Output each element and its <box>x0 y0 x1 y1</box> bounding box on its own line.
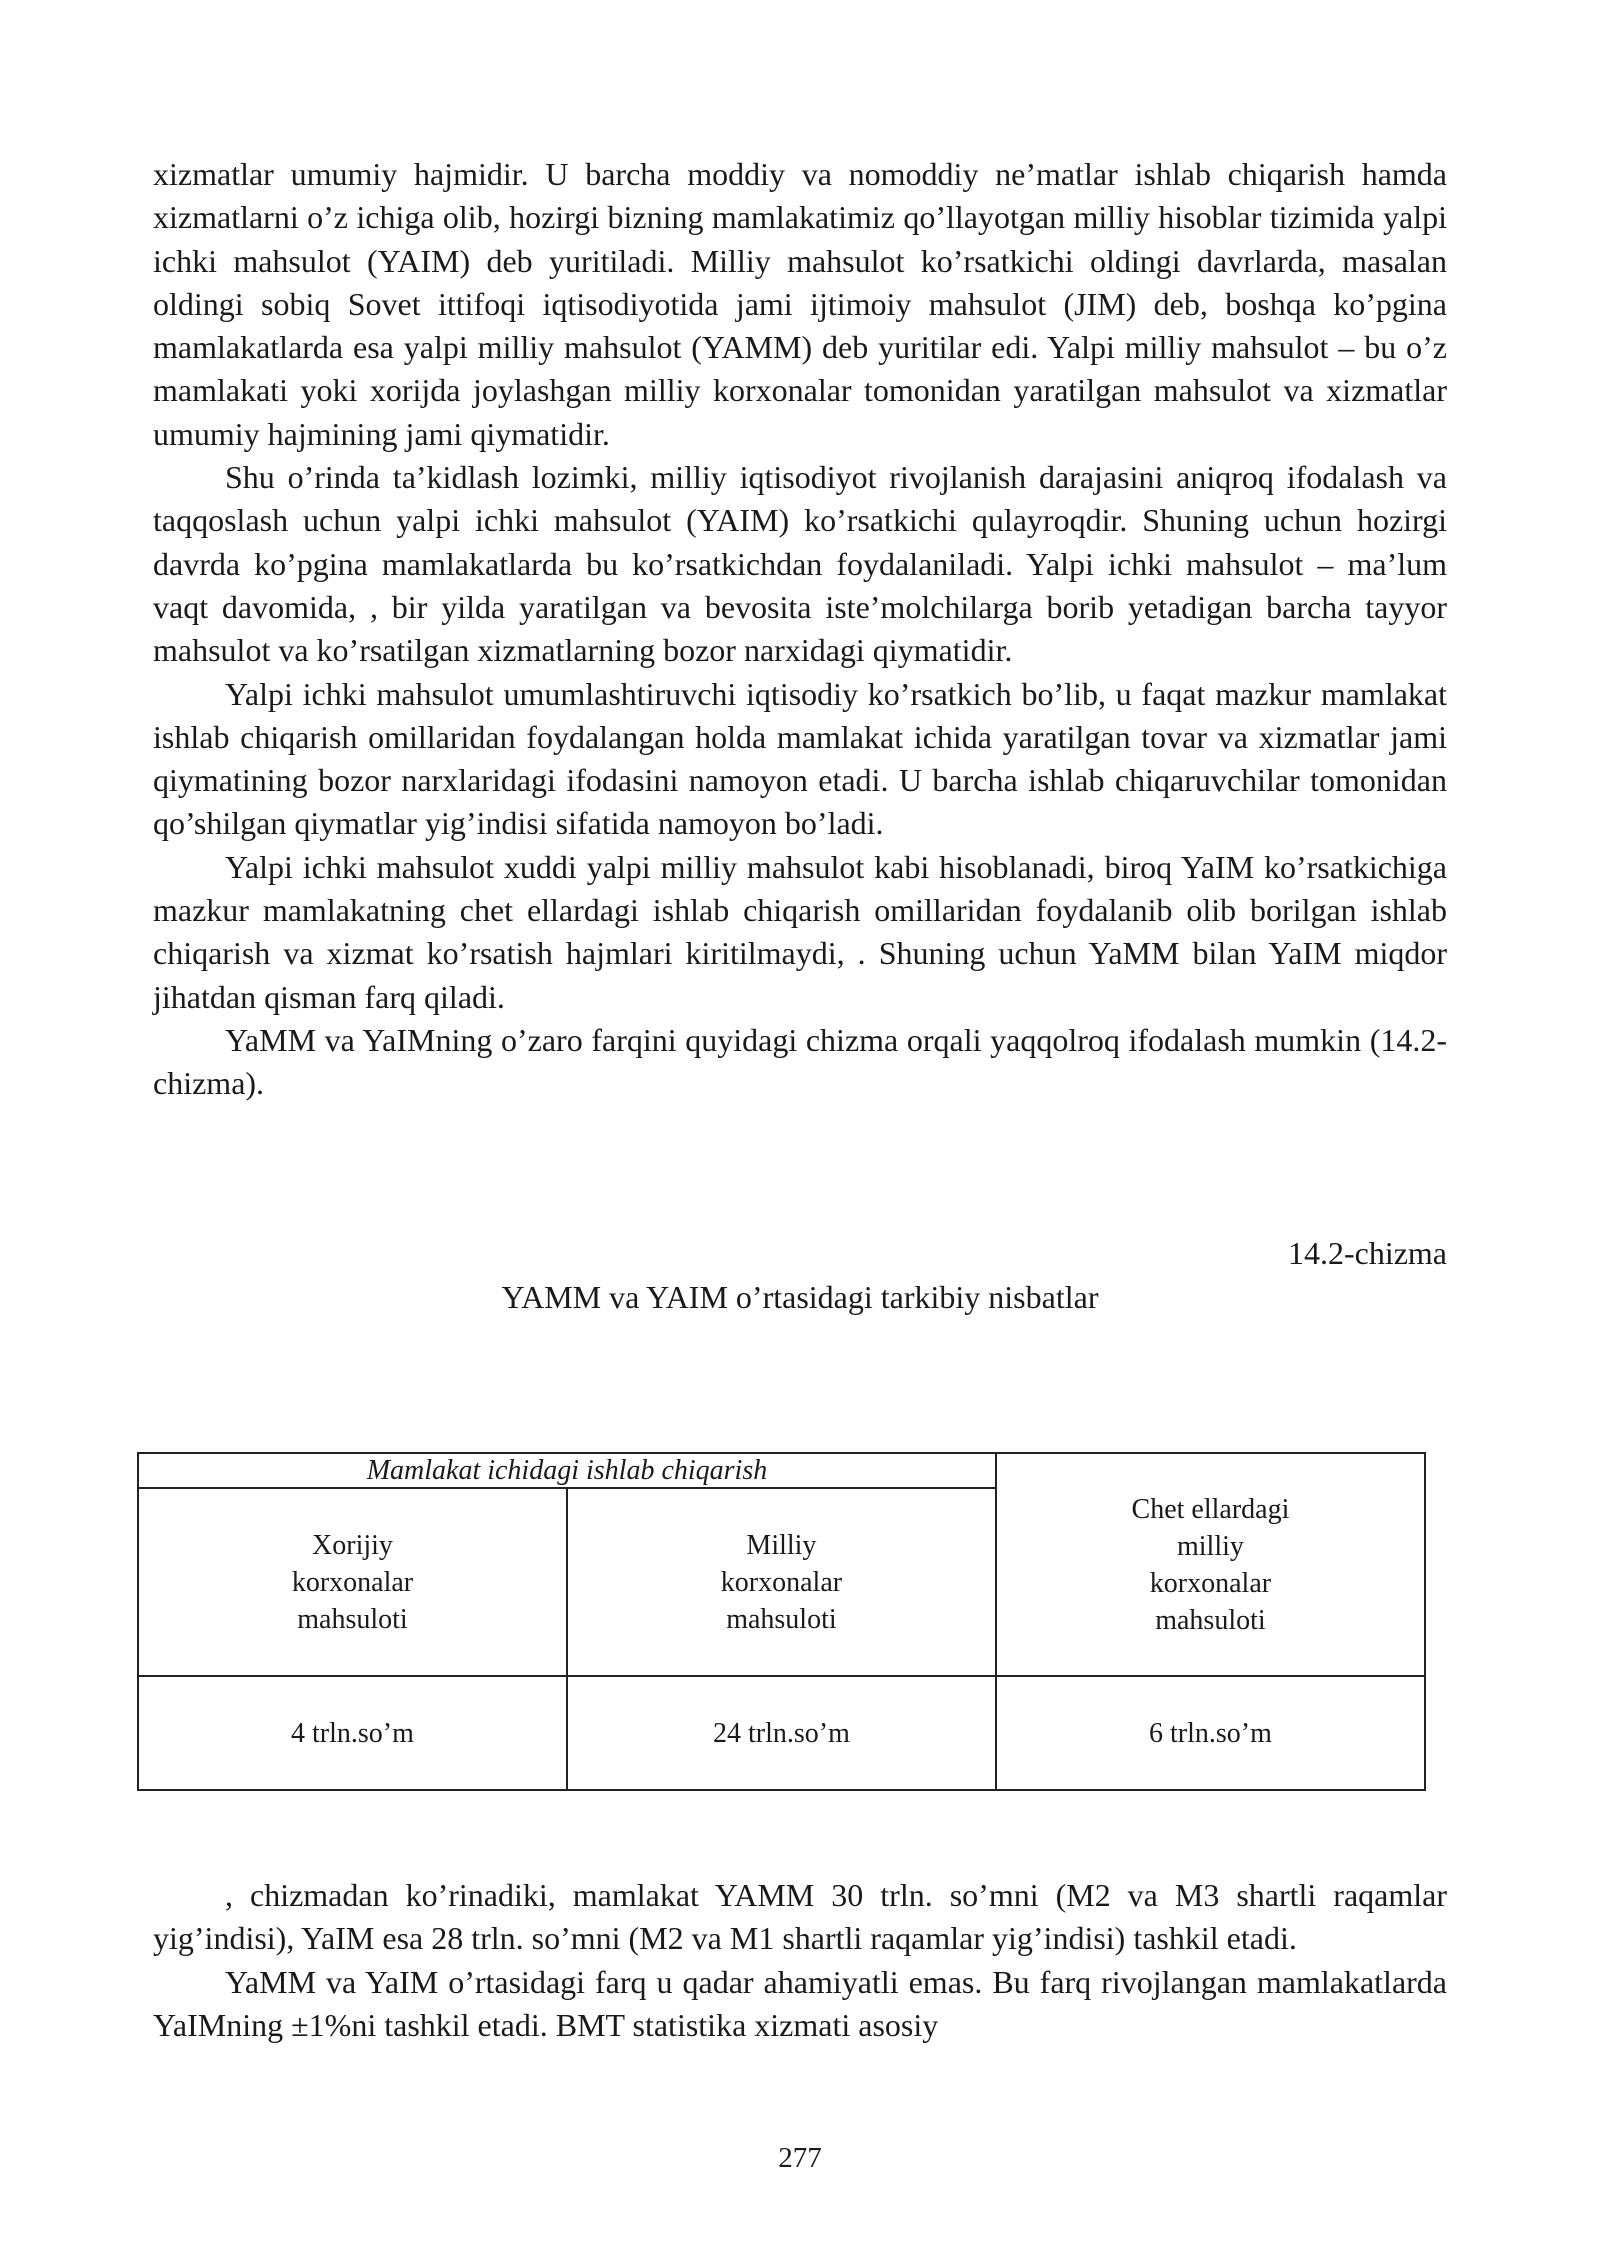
foreign-national-header <box>996 1453 1425 1676</box>
paragraph: YaMM va YaIM o’rtasidagi farq u qadar ahamiyatli emas. Bu farq rivojlangan mamlakatlarda YaIMning ±1%ni tashkil etadi. BMT statistika xizmati asosiy <box>153 1963 1447 2043</box>
figure-title: YAMM va YAIM o’rtasidagi tarkibiy nisbatlar <box>501 1279 1099 1315</box>
text-block-bottom <box>153 1874 1447 2047</box>
paragraph: YaMM va YaIMning o’zaro farqini quyidagi chizma orqali yaqqolroq ifodalash mumkin (14.2-chizma). <box>153 1021 1447 1102</box>
paragraph: , chizmadan ko’rinadiki, mamlakat YAMM 30 trln. so’mni (M2 va M3 shartli raqamlar yig’indisi), YaIM esa 28 trln. so’mni (M2 va M1 shartli raqamlar yig’indisi) tashkil etadi. <box>153 1877 1447 1957</box>
cell-line: mahsuloti <box>1155 1604 1266 1636</box>
paragraph: xizmatlar umumiy hajmidir. U barcha moddiy va nomoddiy ne’matlar ishlab chiqarish hamda xizmatlarni o’z ichiga olib, hozirgi bizning mamlakatimiz qo’llayotgan milliy hisoblar tizimida yalpi ichki mahsulot (YAIM) deb yuritiladi. Milliy mahsulot ko’rsatkichi oldingi davrlarda, masalan oldingi sobiq Sovet ittifoqi iqtisodiyotida jami ijtimoiy mahsulot (JIM) deb, boshqa ko’pgina mamlakatlarda esa yalpi milliy mahsulot (YAMM) deb yuritilar edi. Yalpi milliy mahsulot – bu o’z mamlakati yoki xorijda joylashgan milliy korxonalar tomonidan yaratilgan mahsulot va xizmatlar umumiy hajmining jami qiymatidir. <box>153 156 1447 452</box>
paragraph: Shu o’rinda ta’kidlash lozimki, milliy iqtisodiyot rivojlanish darajasini aniqroq ifodalash va taqqoslash uchun yalpi ichki mahsulot (YAIM) ko’rsatkichi qulayroqdir. Shuning uchun hozirgi davrda ko’pgina mamlakatlarda bu ko’rsatkichdan foydalaniladi. Yalpi ichki mahsulot – ma’lum vaqt davomida, , bir yilda yaratilgan va bevosita iste’molchilarga borib yetadigan barcha tayyor mahsulot va ko’rsatilgan xizmatlarning bozor narxidagi qiymatidir. <box>153 459 1447 669</box>
paragraph: Yalpi ichki mahsulot umumlashtiruvchi iqtisodiy ko’rsatkich bo’lib, u faqat mazkur mamlakat ishlab chiqarish omillaridan foydalangan holda mamlakat ichida yaratilgan tovar va xizmatlar jami qiymatining bozor narxlaridagi ifodasini namoyon etadi. U barcha ishlab chiqaruvchilar tomonidan qo’shilgan qiymatlar yig’indisi sifatida namoyon bo’ladi. <box>153 675 1447 842</box>
table-row <box>138 1676 1425 1790</box>
figure-number: 14.2-chizma <box>1287 1235 1447 1271</box>
text-block-top <box>153 153 1447 1106</box>
foreign-companies-header <box>138 1488 567 1676</box>
cell-line: korxonalar <box>1149 1567 1272 1599</box>
value-cell: 6 trln.so’m <box>996 1676 1425 1790</box>
cell-line: Milliy <box>746 1529 817 1561</box>
page-number: 277 <box>778 2142 822 2174</box>
cell-line: milliy <box>1177 1530 1244 1562</box>
cell-line: korxonalar <box>291 1566 414 1598</box>
domestic-production-header: Mamlakat ichidagi ishlab chiqarish <box>138 1453 996 1488</box>
cell-line: mahsuloti <box>726 1603 837 1635</box>
table-row <box>138 1453 1425 1488</box>
cell-line: Xorijiy <box>312 1529 393 1561</box>
cell-line: korxonalar <box>720 1566 843 1598</box>
cell-line: Chet ellardagi <box>1131 1493 1290 1525</box>
value-cell: 24 trln.so’m <box>567 1676 996 1790</box>
cell-line: mahsuloti <box>297 1603 408 1635</box>
national-companies-header <box>567 1488 996 1676</box>
paragraph: Yalpi ichki mahsulot xuddi yalpi milliy mahsulot kabi hisoblanadi, biroq YaIM ko’rsatkichiga mazkur mamlakatning chet ellardagi ishlab chiqarish omillaridan foydalanib olib borilgan ishlab chiqarish va xizmat ko’rsatish hajmlari kiritilmaydi, . Shuning uchun YaMM bilan YaIM miqdor jihatdan qisman farq qiladi. <box>153 848 1447 1015</box>
value-cell: 4 trln.so’m <box>138 1676 567 1790</box>
figure-table <box>137 1452 1426 1791</box>
